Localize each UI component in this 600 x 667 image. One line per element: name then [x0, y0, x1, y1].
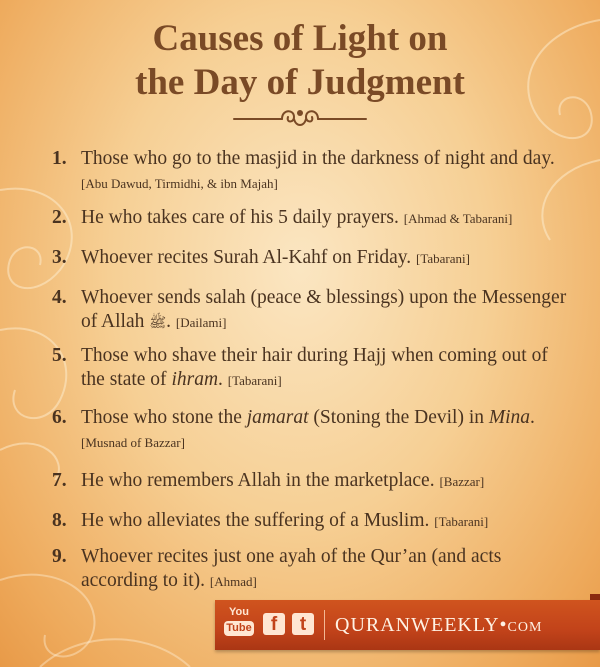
- item-number: 2.: [52, 207, 67, 228]
- item-number: 5.: [52, 345, 67, 366]
- scroll-divider-ornament: [230, 105, 370, 131]
- item-number: 7.: [52, 470, 67, 491]
- banner-divider: [324, 610, 325, 640]
- youtube-icon[interactable]: You Tube: [224, 606, 254, 644]
- item-number: 6.: [52, 407, 67, 428]
- item-source: [Tabarani]: [434, 514, 489, 529]
- page-title-line-2: the Day of Judgment: [135, 62, 465, 103]
- item-source: [Dailami]: [175, 315, 227, 330]
- honorific-glyph: ﷺ: [149, 316, 167, 331]
- item-number: 3.: [52, 247, 67, 268]
- twitter-icon[interactable]: t: [292, 613, 314, 635]
- item-text: Those who stone the jamarat (Stoning the Devil) in Mina. [Musnad of Bazzar]: [81, 407, 535, 450]
- facebook-icon[interactable]: f: [263, 613, 285, 635]
- item-source: [Abu Dawud, Tirmidhi, & ibn Majah]: [81, 176, 278, 191]
- item-number: 9.: [52, 546, 67, 567]
- brand-link[interactable]: QURANWEEKLY•COM: [335, 614, 543, 636]
- item-number: 1.: [52, 148, 67, 169]
- item-text: He who remembers Allah in the marketplace. [Bazzar]: [81, 470, 485, 491]
- item-text: Those who shave their hair during Hajj when coming out of the state of ihram. [Tabarani]: [81, 345, 548, 390]
- item-number: 8.: [52, 510, 67, 531]
- item-source: [Tabarani]: [416, 251, 470, 266]
- item-source: [Tabarani]: [227, 373, 282, 388]
- item-text: Whoever sends salah (peace & blessings) upon the Messenger of Allah ﷺ. [Dailami]: [81, 287, 567, 332]
- item-source: [Bazzar]: [439, 474, 485, 489]
- item-source: [Ahmad & Tabarani]: [403, 211, 513, 226]
- page-title-line-1: Causes of Light on: [152, 18, 448, 59]
- item-source: [Ahmad]: [209, 574, 257, 589]
- item-source: [Musnad of Bazzar]: [81, 435, 185, 450]
- item-text: He who alleviates the suffering of a Muslim. [Tabarani]: [81, 510, 489, 531]
- item-text: He who takes care of his 5 daily prayers. [Ahmad & Tabarani]: [81, 207, 513, 228]
- item-text: Those who go to the masjid in the darkness of night and day. [Abu Dawud, Tirmidhi, & ibn Majah]: [81, 148, 555, 191]
- footer-banner: [215, 600, 600, 650]
- item-text: Whoever recites Surah Al-Kahf on Friday. [Tabarani]: [81, 247, 470, 268]
- item-number: 4.: [52, 287, 67, 308]
- item-text: Whoever recites just one ayah of the Qur’an (and acts according to it). [Ahmad]: [81, 546, 502, 591]
